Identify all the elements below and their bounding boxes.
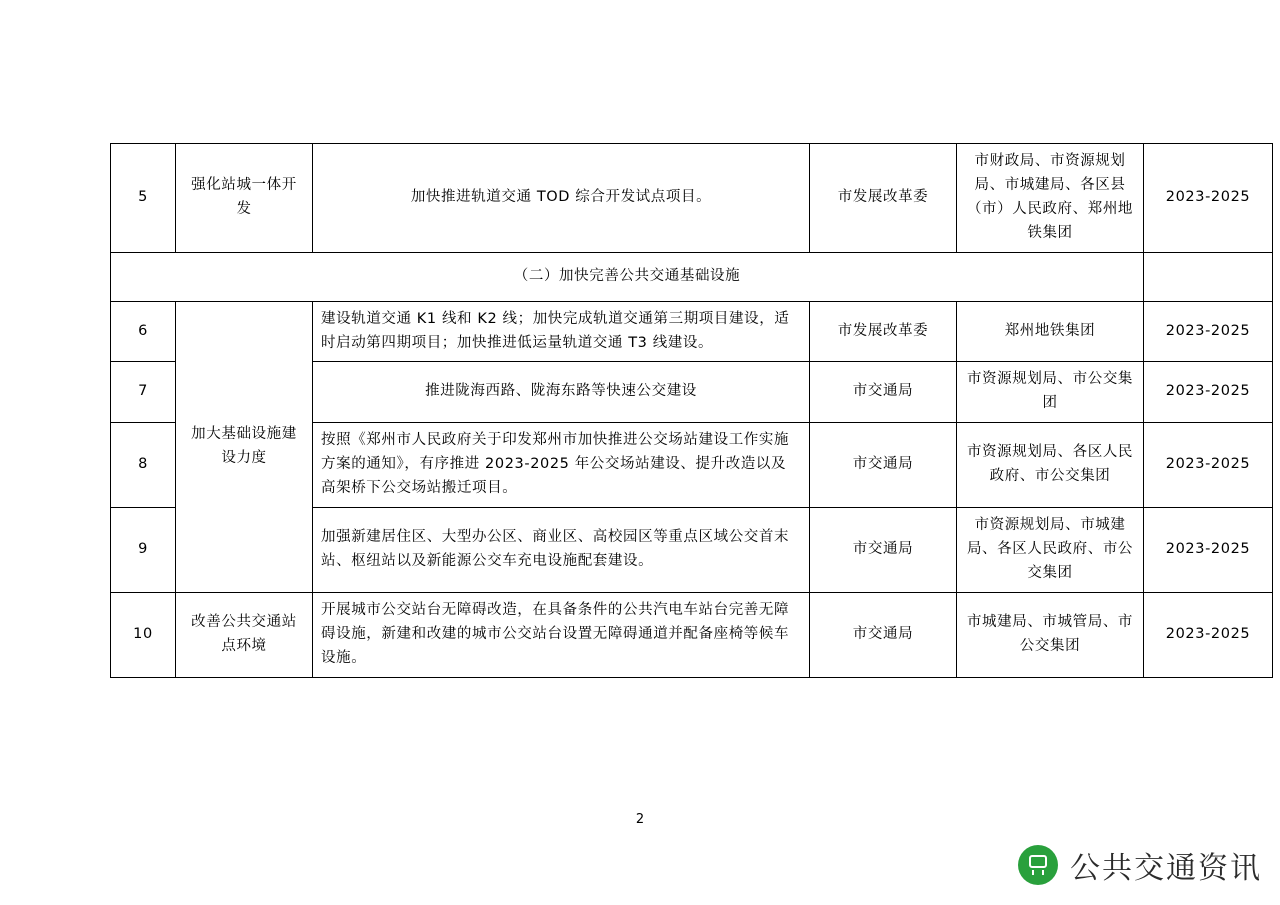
row-task: 推进陇海西路、陇海东路等快速公交建设 [313, 362, 810, 423]
row-number: 5 [111, 144, 176, 253]
row-responsible-units: 市资源规划局、各区人民政府、市公交集团 [957, 423, 1144, 508]
row-lead-department: 市交通局 [810, 362, 957, 423]
row-task: 按照《郑州市人民政府关于印发郑州市加快推进公交场站建设工作实施方案的通知》，有序推进 2023-2025 年公交场站建设、提升改造以及高架桥下公交场站搬迁项目。 [313, 423, 810, 508]
table-row [111, 144, 1273, 253]
row-deadline: 2023-2025 [1144, 144, 1273, 253]
row-theme: 加大基础设施建设力度 [176, 301, 313, 592]
watermark [1018, 843, 1262, 887]
page-number: 2 [635, 812, 645, 827]
row-lead-department: 市交通局 [810, 592, 957, 677]
section-empty-cell [1144, 252, 1273, 301]
row-responsible-units: 郑州地铁集团 [957, 301, 1144, 362]
row-responsible-units: 市资源规划局、市城建局、各区人民政府、市公交集团 [957, 508, 1144, 593]
row-lead-department: 市交通局 [810, 508, 957, 593]
row-deadline: 2023-2025 [1144, 362, 1273, 423]
row-number: 7 [111, 362, 176, 423]
table-row [111, 301, 1273, 362]
row-lead-department: 市发展改革委 [810, 144, 957, 253]
row-task: 加快推进轨道交通 TOD 综合开发试点项目。 [313, 144, 810, 253]
row-theme: 改善公共交通站点环境 [176, 592, 313, 677]
row-task: 加强新建居住区、大型办公区、商业区、高校园区等重点区域公交首末站、枢纽站以及新能源公交车充电设施配套建设。 [313, 508, 810, 593]
row-number: 10 [111, 592, 176, 677]
table-section-row [111, 252, 1273, 301]
task-table [110, 143, 1273, 678]
row-task: 开展城市公交站台无障碍改造，在具备条件的公共汽电车站台完善无障碍设施，新建和改建的城市公交站台设置无障碍通道并配备座椅等候车设施。 [313, 592, 810, 677]
wechat-official-account-icon [1018, 845, 1058, 885]
row-deadline: 2023-2025 [1144, 423, 1273, 508]
table-row [111, 592, 1273, 677]
row-number: 8 [111, 423, 176, 508]
row-number: 6 [111, 301, 176, 362]
row-responsible-units: 市财政局、市资源规划局、市城建局、各区县（市）人民政府、郑州地铁集团 [957, 144, 1144, 253]
watermark-label: 公共交通资讯 [1070, 851, 1262, 886]
row-theme: 强化站城一体开发 [176, 144, 313, 253]
row-lead-department: 市发展改革委 [810, 301, 957, 362]
row-number: 9 [111, 508, 176, 593]
row-responsible-units: 市资源规划局、市公交集团 [957, 362, 1144, 423]
row-lead-department: 市交通局 [810, 423, 957, 508]
row-deadline: 2023-2025 [1144, 508, 1273, 593]
row-responsible-units: 市城建局、市城管局、市公交集团 [957, 592, 1144, 677]
row-deadline: 2023-2025 [1144, 301, 1273, 362]
section-title: （二）加快完善公共交通基础设施 [111, 252, 1144, 301]
row-deadline: 2023-2025 [1144, 592, 1273, 677]
row-task: 建设轨道交通 K1 线和 K2 线；加快完成轨道交通第三期项目建设，适时启动第四期项目；加快推进低运量轨道交通 T3 线建设。 [313, 301, 810, 362]
